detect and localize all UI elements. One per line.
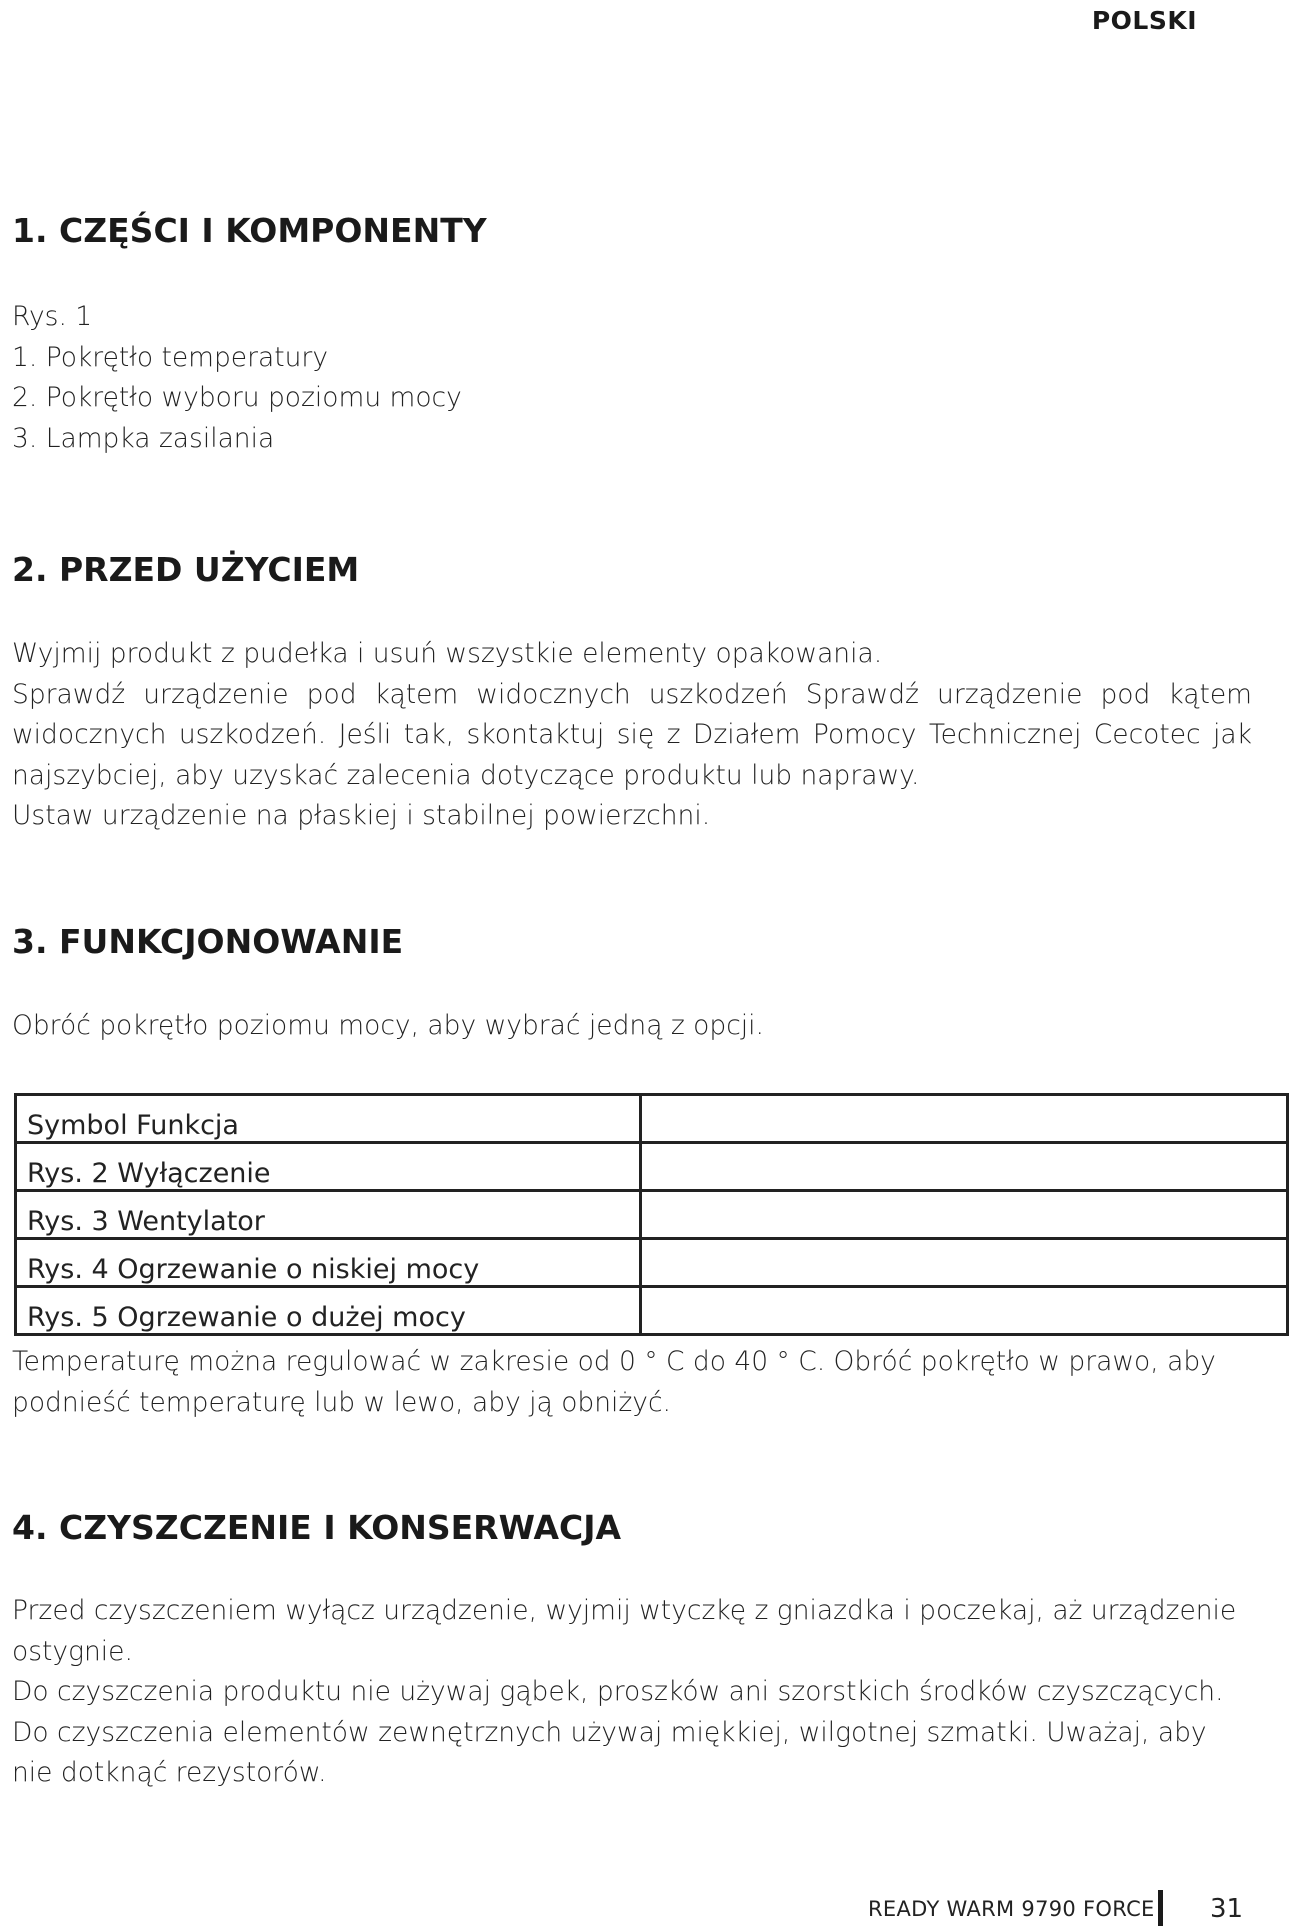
section-title-cleaning: 4. CZYSZCZENIE I KONSERWACJA [12,1508,622,1547]
table-cell-empty [641,1143,1288,1191]
operation-intro: Obróć pokrętło poziomu mocy, aby wybrać jedną z opcji. [12,1010,764,1041]
footer-divider [1158,1890,1163,1926]
table-row [16,1143,1288,1191]
before-use-paragraph: Sprawdź urządzenie pod kątem widocznych uszkodzeń Sprawdź urządzenie pod kątem widocznych uszkodzeń. Jeśli tak, skontaktuj się z Działem Pomocy Technicznej Cecotec jak najszybciej, aby uzyskać zalecenia dotyczące produktu lub naprawy. [12,678,1252,791]
footer-product-name: READY WARM 9790 FORCE [868,1897,1155,1921]
table-row [16,1095,1288,1143]
section-title-before-use: 2. PRZED UŻYCIEM [12,550,360,589]
table-cell: Rys. 3 Wentylator [16,1191,641,1239]
table-cell: Rys. 5 Ogrzewanie o dużej mocy [16,1287,641,1335]
before-use-paragraph: Wyjmij produkt z pudełka i usuń wszystkie elementy opakowania. [12,638,883,669]
function-table [14,1093,1289,1336]
table-cell: Rys. 2 Wyłączenie [16,1143,641,1191]
parts-line: Rys. 1 [12,301,93,332]
table-cell: Rys. 4 Ogrzewanie o niskiej mocy [16,1239,641,1287]
parts-list [12,297,1252,459]
temperature-note: Temperaturę można regulować w zakresie od 0 ° C do 40 ° C. Obróć pokrętło w prawo, aby podnieść temperaturę lub w lewo, aby ją obniżyć. [12,1346,1216,1418]
before-use-paragraph: Ustaw urządzenie na płaskiej i stabilnej powierzchni. [12,800,711,831]
parts-line: 1. Pokrętło temperatury [12,341,329,373]
parts-line: 3. Lampka zasilania [12,422,275,454]
section-title-operation: 3. FUNKCJONOWANIE [12,922,404,961]
table-cell-empty [641,1191,1288,1239]
cleaning-text [12,1591,1252,1794]
table-row [16,1287,1288,1335]
cleaning-paragraph: Przed czyszczeniem wyłącz urządzenie, wyjmij wtyczkę z gniazdka i poczekaj, aż urządzenie ostygnie. [12,1595,1237,1667]
section-title-parts: 1. CZĘŚCI I KOMPONENTY [12,211,487,250]
parts-line: 2. Pokrętło wyboru poziomu mocy [12,382,462,413]
table-cell: Symbol Funkcja [16,1095,641,1143]
table-cell-empty [641,1287,1288,1335]
table-cell-empty [641,1239,1288,1287]
language-label: POLSKI [1091,6,1197,35]
cleaning-paragraph: Do czyszczenia elementów zewnętrznych używaj miękkiej, wilgotnej szmatki. Uważaj, aby nie dotknąć rezystorów. [12,1716,1207,1788]
table-cell-empty [641,1095,1288,1143]
before-use-text [12,634,1252,837]
table-row [16,1191,1288,1239]
cleaning-paragraph: Do czyszczenia produktu nie używaj gąbek, proszków ani szorstkich środków czyszczących. [12,1676,1224,1707]
page-number: 31 [1210,1894,1244,1924]
table-row [16,1239,1288,1287]
